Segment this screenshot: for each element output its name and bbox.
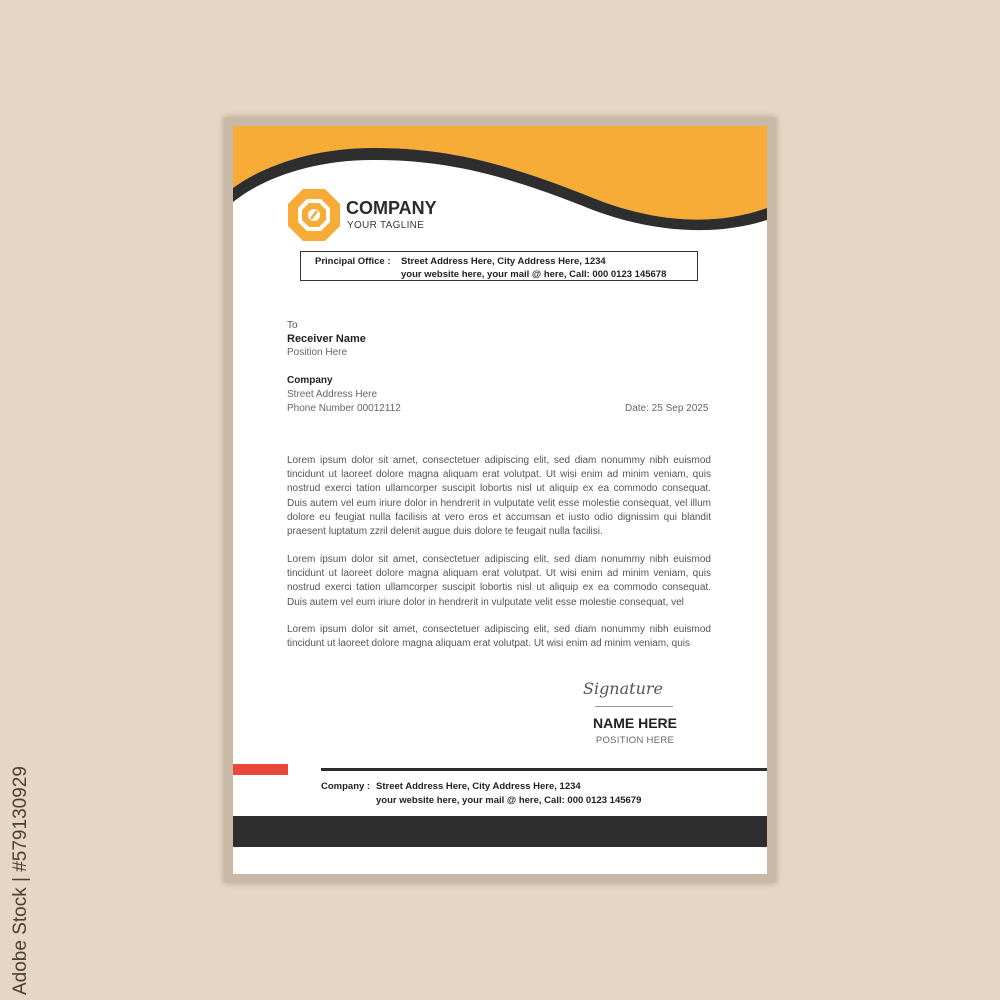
signature: Signature	[582, 679, 663, 698]
to-label: To	[287, 320, 298, 331]
office-label: Principal Office :	[315, 256, 391, 267]
footer-divider	[321, 768, 767, 771]
principal-office-box	[300, 251, 698, 281]
letter-date: Date: 25 Sep 2025	[625, 403, 709, 414]
signer-name: NAME HERE	[592, 715, 677, 731]
signature-line	[595, 706, 673, 707]
letterhead-page	[233, 126, 767, 874]
body-paragraph-3: Lorem ipsum dolor sit amet, consectetuer adipiscing elit, sed diam nonummy nibh euismod tincidunt ut laoreet dolore magna aliquam erat volutpat. Ut wisi enim ad minim veniam, quis	[287, 624, 711, 650]
footer-address: Street Address Here, City Address Here, 1234	[376, 781, 581, 792]
footer-dark-band	[233, 816, 767, 847]
octagon-logo-icon	[287, 188, 341, 242]
receiver-position: Position Here	[287, 347, 348, 358]
body-paragraph-2: Lorem ipsum dolor sit amet, consectetuer adipiscing elit, sed diam nonummy nibh euismod tincidunt ut laoreet dolore magna aliquam erat volutpat. Ut wisi enim ad minim veniam, quis nostrud exerci tation ullamcorper suscipit lobortis nisl ut aliquip ex ea commodo consequat. Duis autem vel eum iriure dolor in hendrerit in vulputate velit esse molestie consequat, vel	[287, 554, 711, 608]
office-contact: your website here, your mail @ here, Call: 000 0123 145678	[401, 269, 667, 280]
stock-id-text	[8, 766, 36, 995]
company-name: COMPANY	[346, 198, 437, 218]
footer-contact: your website here, your mail @ here, Call: 000 0123 145679	[376, 795, 642, 806]
footer-company-label: Company :	[321, 781, 371, 792]
office-address: Street Address Here, City Address Here, 1234	[401, 256, 606, 267]
receiver-name: Receiver Name	[287, 333, 366, 345]
receiver-phone: Phone Number 00012112	[287, 403, 401, 414]
footer-red-accent	[233, 764, 288, 775]
receiver-street: Street Address Here	[287, 389, 378, 400]
company-tagline: YOUR TAGLINE	[347, 220, 425, 231]
body-paragraph-1: Lorem ipsum dolor sit amet, consectetuer adipiscing elit, sed diam nonummy nibh euismod tincidunt ut laoreet dolore magna aliquam erat volutpat. Ut wisi enim ad minim veniam, quis nostrud exerci tation ullamcorper suscipit lobortis nisl ut aliquip ex ea commodo consequat. Duis autem vel eum iriure dolor in hendrerit in vulputate velit esse molestie consequat, vel illum dolore eu feugiat nulla facilisis at vero eros et accumsan et iusto odio dignissim qui blandit praesent luptatum zzril delenit augue duis dolore te feugait nulla facilisi.	[287, 455, 711, 538]
stock-id-label: Adobe Stock | #579130929	[10, 766, 31, 995]
signer-position: POSITION HERE	[595, 735, 675, 746]
receiver-company: Company	[287, 375, 333, 386]
